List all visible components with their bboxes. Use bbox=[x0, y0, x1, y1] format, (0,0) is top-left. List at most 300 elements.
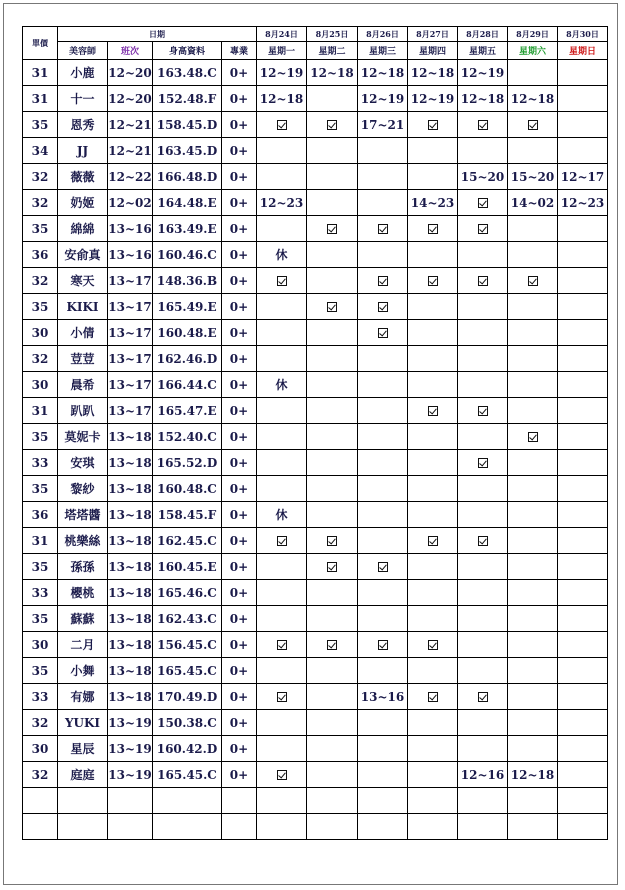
checkbox-checked-icon bbox=[428, 536, 438, 546]
price-cell: 35 bbox=[23, 554, 58, 580]
pro-cell: 0+ bbox=[222, 528, 257, 554]
day-cell bbox=[508, 684, 558, 710]
spec-cell: 162.45.C bbox=[153, 528, 222, 554]
day-cell bbox=[307, 86, 358, 112]
day-cell bbox=[558, 268, 608, 294]
shift-cell: 13~18 bbox=[108, 528, 153, 554]
table-row bbox=[23, 242, 608, 268]
day-cell bbox=[358, 424, 408, 450]
price-cell: 30 bbox=[23, 736, 58, 762]
checkbox-cell bbox=[508, 424, 558, 450]
pro-cell: 0+ bbox=[222, 398, 257, 424]
day-cell bbox=[458, 424, 508, 450]
price-cell: 31 bbox=[23, 60, 58, 86]
schedule-sheet bbox=[3, 3, 618, 885]
day-cell: 休 bbox=[257, 372, 307, 398]
checkbox-cell bbox=[307, 112, 358, 138]
checkbox-checked-icon bbox=[428, 640, 438, 650]
table-row bbox=[23, 736, 608, 762]
spec-cell: 160.48.E bbox=[153, 320, 222, 346]
shift-cell: 13~18 bbox=[108, 502, 153, 528]
table-row bbox=[23, 450, 608, 476]
checkbox-cell bbox=[458, 190, 508, 216]
day-cell bbox=[558, 294, 608, 320]
day-cell bbox=[458, 476, 508, 502]
shift-cell: 13~18 bbox=[108, 606, 153, 632]
pro-cell: 0+ bbox=[222, 216, 257, 242]
day-cell bbox=[558, 658, 608, 684]
checkbox-cell bbox=[358, 268, 408, 294]
day-cell bbox=[558, 346, 608, 372]
day-cell: 13~16 bbox=[358, 684, 408, 710]
spec-cell: 165.47.E bbox=[153, 398, 222, 424]
spec-cell: 165.52.D bbox=[153, 450, 222, 476]
day-cell bbox=[508, 346, 558, 372]
checkbox-cell bbox=[257, 112, 307, 138]
weekday-header-sunday: 星期日 bbox=[558, 42, 608, 60]
checkbox-cell bbox=[458, 684, 508, 710]
shift-cell: 13~18 bbox=[108, 684, 153, 710]
empty-cell bbox=[307, 814, 358, 840]
price-cell: 35 bbox=[23, 424, 58, 450]
empty-cell bbox=[257, 788, 307, 814]
schedule-table bbox=[22, 26, 608, 840]
day-cell bbox=[307, 320, 358, 346]
price-cell: 30 bbox=[23, 632, 58, 658]
pro-cell: 0+ bbox=[222, 736, 257, 762]
price-cell: 31 bbox=[23, 398, 58, 424]
day-cell: 12~17 bbox=[558, 164, 608, 190]
checkbox-cell bbox=[458, 528, 508, 554]
shift-cell: 13~18 bbox=[108, 580, 153, 606]
day-cell: 12~23 bbox=[257, 190, 307, 216]
weekday-header: 星期三 bbox=[358, 42, 408, 60]
empty-cell bbox=[58, 814, 108, 840]
day-cell bbox=[257, 346, 307, 372]
day-cell bbox=[508, 450, 558, 476]
name-cell: 有娜 bbox=[58, 684, 108, 710]
day-cell bbox=[358, 736, 408, 762]
day-cell bbox=[257, 710, 307, 736]
name-cell: 庭庭 bbox=[58, 762, 108, 788]
table-row bbox=[23, 502, 608, 528]
price-cell: 35 bbox=[23, 658, 58, 684]
day-cell bbox=[558, 138, 608, 164]
pro-cell: 0+ bbox=[222, 138, 257, 164]
checkbox-cell bbox=[508, 112, 558, 138]
price-cell: 30 bbox=[23, 372, 58, 398]
header-row-columns bbox=[23, 42, 608, 60]
table-row bbox=[23, 60, 608, 86]
pro-cell: 0+ bbox=[222, 684, 257, 710]
day-cell bbox=[307, 658, 358, 684]
pro-cell: 0+ bbox=[222, 554, 257, 580]
name-cell: 寒天 bbox=[58, 268, 108, 294]
day-cell: 12~18 bbox=[508, 762, 558, 788]
day-cell bbox=[307, 164, 358, 190]
table-row bbox=[23, 164, 608, 190]
day-cell bbox=[458, 554, 508, 580]
day-cell: 12~19 bbox=[458, 60, 508, 86]
pro-cell: 0+ bbox=[222, 762, 257, 788]
spec-cell: 148.36.B bbox=[153, 268, 222, 294]
checkbox-cell bbox=[307, 294, 358, 320]
day-cell bbox=[257, 138, 307, 164]
pro-cell: 0+ bbox=[222, 346, 257, 372]
day-cell bbox=[558, 242, 608, 268]
name-column-header: 美容師 bbox=[58, 42, 108, 60]
pro-column-header: 專業 bbox=[222, 42, 257, 60]
checkbox-cell bbox=[508, 268, 558, 294]
empty-cell bbox=[307, 788, 358, 814]
spec-cell: 150.38.C bbox=[153, 710, 222, 736]
day-cell bbox=[558, 86, 608, 112]
name-cell: 十一 bbox=[58, 86, 108, 112]
checkbox-checked-icon bbox=[277, 536, 287, 546]
day-cell bbox=[257, 216, 307, 242]
price-cell: 34 bbox=[23, 138, 58, 164]
day-cell: 12~19 bbox=[358, 86, 408, 112]
day-cell bbox=[508, 242, 558, 268]
day-cell bbox=[307, 476, 358, 502]
checkbox-cell bbox=[257, 632, 307, 658]
day-cell bbox=[307, 762, 358, 788]
day-cell bbox=[408, 294, 458, 320]
checkbox-checked-icon bbox=[277, 120, 287, 130]
day-cell: 12~18 bbox=[307, 60, 358, 86]
checkbox-checked-icon bbox=[428, 120, 438, 130]
checkbox-cell bbox=[257, 268, 307, 294]
checkbox-checked-icon bbox=[428, 224, 438, 234]
table-row bbox=[23, 606, 608, 632]
day-cell: 12~18 bbox=[257, 86, 307, 112]
day-cell bbox=[358, 528, 408, 554]
table-row bbox=[23, 294, 608, 320]
day-cell bbox=[508, 216, 558, 242]
day-cell bbox=[257, 294, 307, 320]
day-cell bbox=[408, 164, 458, 190]
table-row bbox=[23, 528, 608, 554]
checkbox-cell bbox=[408, 528, 458, 554]
day-cell bbox=[508, 320, 558, 346]
day-cell bbox=[508, 502, 558, 528]
day-cell bbox=[458, 632, 508, 658]
day-cell bbox=[307, 736, 358, 762]
day-cell bbox=[307, 190, 358, 216]
day-cell bbox=[458, 658, 508, 684]
day-cell bbox=[408, 606, 458, 632]
checkbox-cell bbox=[408, 112, 458, 138]
day-cell bbox=[358, 190, 408, 216]
price-cell: 33 bbox=[23, 684, 58, 710]
checkbox-checked-icon bbox=[327, 302, 337, 312]
checkbox-cell bbox=[408, 684, 458, 710]
day-cell bbox=[558, 684, 608, 710]
day-cell bbox=[307, 424, 358, 450]
shift-cell: 13~18 bbox=[108, 554, 153, 580]
weekday-header: 星期四 bbox=[408, 42, 458, 60]
table-row bbox=[23, 398, 608, 424]
table-row bbox=[23, 476, 608, 502]
name-cell: 黎紗 bbox=[58, 476, 108, 502]
spec-cell: 163.45.D bbox=[153, 138, 222, 164]
spec-cell: 163.49.E bbox=[153, 216, 222, 242]
date-header: 8月24日 bbox=[257, 27, 307, 42]
day-cell bbox=[408, 346, 458, 372]
day-cell bbox=[458, 138, 508, 164]
day-cell bbox=[307, 398, 358, 424]
checkbox-checked-icon bbox=[327, 536, 337, 546]
table-row bbox=[23, 138, 608, 164]
day-cell: 12~18 bbox=[408, 60, 458, 86]
day-cell bbox=[257, 424, 307, 450]
day-cell bbox=[508, 294, 558, 320]
checkbox-cell bbox=[458, 112, 508, 138]
name-cell: 二月 bbox=[58, 632, 108, 658]
name-cell: 櫻桃 bbox=[58, 580, 108, 606]
name-cell: 奶姬 bbox=[58, 190, 108, 216]
spec-cell: 162.46.D bbox=[153, 346, 222, 372]
name-cell: 薇薇 bbox=[58, 164, 108, 190]
day-cell bbox=[358, 476, 408, 502]
day-cell bbox=[358, 138, 408, 164]
pro-cell: 0+ bbox=[222, 372, 257, 398]
day-cell bbox=[408, 502, 458, 528]
date-header: 8月30日 bbox=[558, 27, 608, 42]
day-cell bbox=[358, 580, 408, 606]
spec-cell: 165.45.C bbox=[153, 762, 222, 788]
date-header: 8月25日 bbox=[307, 27, 358, 42]
table-row bbox=[23, 320, 608, 346]
table-row bbox=[23, 554, 608, 580]
spec-cell: 160.42.D bbox=[153, 736, 222, 762]
day-cell: 14~02 bbox=[508, 190, 558, 216]
spec-cell: 163.48.C bbox=[153, 60, 222, 86]
name-cell: 趴趴 bbox=[58, 398, 108, 424]
day-cell bbox=[408, 554, 458, 580]
day-cell bbox=[307, 138, 358, 164]
day-cell bbox=[558, 762, 608, 788]
empty-cell bbox=[558, 814, 608, 840]
day-cell bbox=[358, 710, 408, 736]
pro-cell: 0+ bbox=[222, 450, 257, 476]
checkbox-checked-icon bbox=[478, 536, 488, 546]
day-cell bbox=[508, 580, 558, 606]
spec-cell: 165.46.C bbox=[153, 580, 222, 606]
day-cell bbox=[358, 398, 408, 424]
name-cell: 小鹿 bbox=[58, 60, 108, 86]
day-cell bbox=[408, 320, 458, 346]
checkbox-checked-icon bbox=[327, 562, 337, 572]
table-row bbox=[23, 424, 608, 450]
day-cell bbox=[558, 632, 608, 658]
day-cell bbox=[508, 372, 558, 398]
day-cell bbox=[558, 60, 608, 86]
day-cell: 12~18 bbox=[458, 86, 508, 112]
spec-cell: 152.48.F bbox=[153, 86, 222, 112]
spec-column-header: 身高資料 bbox=[153, 42, 222, 60]
date-header: 8月29日 bbox=[508, 27, 558, 42]
day-cell bbox=[558, 502, 608, 528]
checkbox-checked-icon bbox=[378, 640, 388, 650]
price-cell: 32 bbox=[23, 762, 58, 788]
checkbox-cell bbox=[257, 762, 307, 788]
day-cell bbox=[558, 476, 608, 502]
day-cell bbox=[558, 450, 608, 476]
date-header: 8月26日 bbox=[358, 27, 408, 42]
checkbox-checked-icon bbox=[327, 224, 337, 234]
price-cell: 33 bbox=[23, 580, 58, 606]
header-row-dates bbox=[23, 27, 608, 42]
table-row bbox=[23, 658, 608, 684]
checkbox-checked-icon bbox=[478, 276, 488, 286]
day-cell bbox=[257, 398, 307, 424]
day-cell bbox=[458, 242, 508, 268]
table-row bbox=[23, 580, 608, 606]
spec-cell: 160.46.C bbox=[153, 242, 222, 268]
name-cell: 蘇蘇 bbox=[58, 606, 108, 632]
checkbox-cell bbox=[408, 398, 458, 424]
spec-cell: 165.49.E bbox=[153, 294, 222, 320]
shift-cell: 12~22 bbox=[108, 164, 153, 190]
day-cell bbox=[508, 60, 558, 86]
pro-cell: 0+ bbox=[222, 658, 257, 684]
day-cell bbox=[307, 268, 358, 294]
name-cell: 桃樂絲 bbox=[58, 528, 108, 554]
empty-cell bbox=[108, 788, 153, 814]
shift-cell: 12~21 bbox=[108, 112, 153, 138]
price-cell: 36 bbox=[23, 502, 58, 528]
spec-cell: 160.45.E bbox=[153, 554, 222, 580]
day-cell bbox=[257, 476, 307, 502]
checkbox-checked-icon bbox=[277, 640, 287, 650]
day-cell bbox=[508, 658, 558, 684]
pro-cell: 0+ bbox=[222, 580, 257, 606]
day-cell bbox=[558, 112, 608, 138]
checkbox-checked-icon bbox=[478, 406, 488, 416]
day-cell bbox=[257, 580, 307, 606]
checkbox-cell bbox=[458, 398, 508, 424]
day-cell bbox=[408, 372, 458, 398]
table-row bbox=[23, 112, 608, 138]
day-cell bbox=[307, 710, 358, 736]
day-cell bbox=[558, 372, 608, 398]
shift-cell: 13~17 bbox=[108, 294, 153, 320]
day-cell: 12~19 bbox=[257, 60, 307, 86]
day-cell bbox=[458, 294, 508, 320]
price-cell: 35 bbox=[23, 606, 58, 632]
day-cell: 17~21 bbox=[358, 112, 408, 138]
day-cell bbox=[508, 736, 558, 762]
checkbox-checked-icon bbox=[378, 562, 388, 572]
checkbox-cell bbox=[307, 632, 358, 658]
pro-cell: 0+ bbox=[222, 710, 257, 736]
shift-cell: 13~19 bbox=[108, 710, 153, 736]
day-cell bbox=[408, 476, 458, 502]
empty-cell bbox=[23, 814, 58, 840]
checkbox-cell bbox=[358, 294, 408, 320]
empty-cell bbox=[222, 788, 257, 814]
day-cell bbox=[458, 372, 508, 398]
table-row bbox=[23, 346, 608, 372]
day-cell bbox=[408, 762, 458, 788]
pro-cell: 0+ bbox=[222, 268, 257, 294]
day-cell bbox=[307, 242, 358, 268]
checkbox-checked-icon bbox=[277, 692, 287, 702]
checkbox-checked-icon bbox=[428, 276, 438, 286]
spec-cell: 164.48.E bbox=[153, 190, 222, 216]
day-cell bbox=[358, 658, 408, 684]
checkbox-checked-icon bbox=[327, 640, 337, 650]
price-cell: 35 bbox=[23, 216, 58, 242]
day-cell bbox=[408, 736, 458, 762]
day-cell bbox=[558, 554, 608, 580]
pro-cell: 0+ bbox=[222, 632, 257, 658]
day-cell: 15~20 bbox=[458, 164, 508, 190]
empty-cell bbox=[153, 814, 222, 840]
price-cell: 32 bbox=[23, 190, 58, 216]
day-cell bbox=[508, 632, 558, 658]
name-cell: 小舞 bbox=[58, 658, 108, 684]
day-cell bbox=[508, 398, 558, 424]
empty-cell bbox=[558, 788, 608, 814]
pro-cell: 0+ bbox=[222, 164, 257, 190]
pro-cell: 0+ bbox=[222, 60, 257, 86]
checkbox-checked-icon bbox=[327, 120, 337, 130]
spec-cell: 158.45.F bbox=[153, 502, 222, 528]
day-cell bbox=[307, 372, 358, 398]
empty-cell bbox=[257, 814, 307, 840]
table-row bbox=[23, 268, 608, 294]
empty-cell bbox=[408, 814, 458, 840]
empty-cell bbox=[108, 814, 153, 840]
table-row bbox=[23, 710, 608, 736]
day-cell bbox=[408, 138, 458, 164]
empty-cell bbox=[153, 788, 222, 814]
day-cell bbox=[358, 606, 408, 632]
day-cell bbox=[358, 502, 408, 528]
checkbox-checked-icon bbox=[378, 328, 388, 338]
table-row bbox=[23, 632, 608, 658]
checkbox-cell bbox=[408, 216, 458, 242]
empty-cell bbox=[358, 814, 408, 840]
checkbox-cell bbox=[458, 450, 508, 476]
price-cell: 35 bbox=[23, 112, 58, 138]
day-cell bbox=[257, 554, 307, 580]
table-row bbox=[23, 372, 608, 398]
price-cell: 32 bbox=[23, 710, 58, 736]
price-cell: 33 bbox=[23, 450, 58, 476]
empty-cell bbox=[458, 788, 508, 814]
name-cell: 晨希 bbox=[58, 372, 108, 398]
price-cell: 36 bbox=[23, 242, 58, 268]
name-cell: 綿綿 bbox=[58, 216, 108, 242]
shift-cell: 12~20 bbox=[108, 86, 153, 112]
day-cell bbox=[307, 606, 358, 632]
checkbox-cell bbox=[358, 320, 408, 346]
name-cell: 塔塔醬 bbox=[58, 502, 108, 528]
price-cell: 31 bbox=[23, 528, 58, 554]
day-cell bbox=[257, 450, 307, 476]
checkbox-checked-icon bbox=[478, 198, 488, 208]
checkbox-checked-icon bbox=[378, 224, 388, 234]
weekday-header: 星期二 bbox=[307, 42, 358, 60]
day-cell: 12~18 bbox=[508, 86, 558, 112]
weekday-header: 星期一 bbox=[257, 42, 307, 60]
name-cell: 小倩 bbox=[58, 320, 108, 346]
day-cell bbox=[558, 424, 608, 450]
empty-cell bbox=[222, 814, 257, 840]
